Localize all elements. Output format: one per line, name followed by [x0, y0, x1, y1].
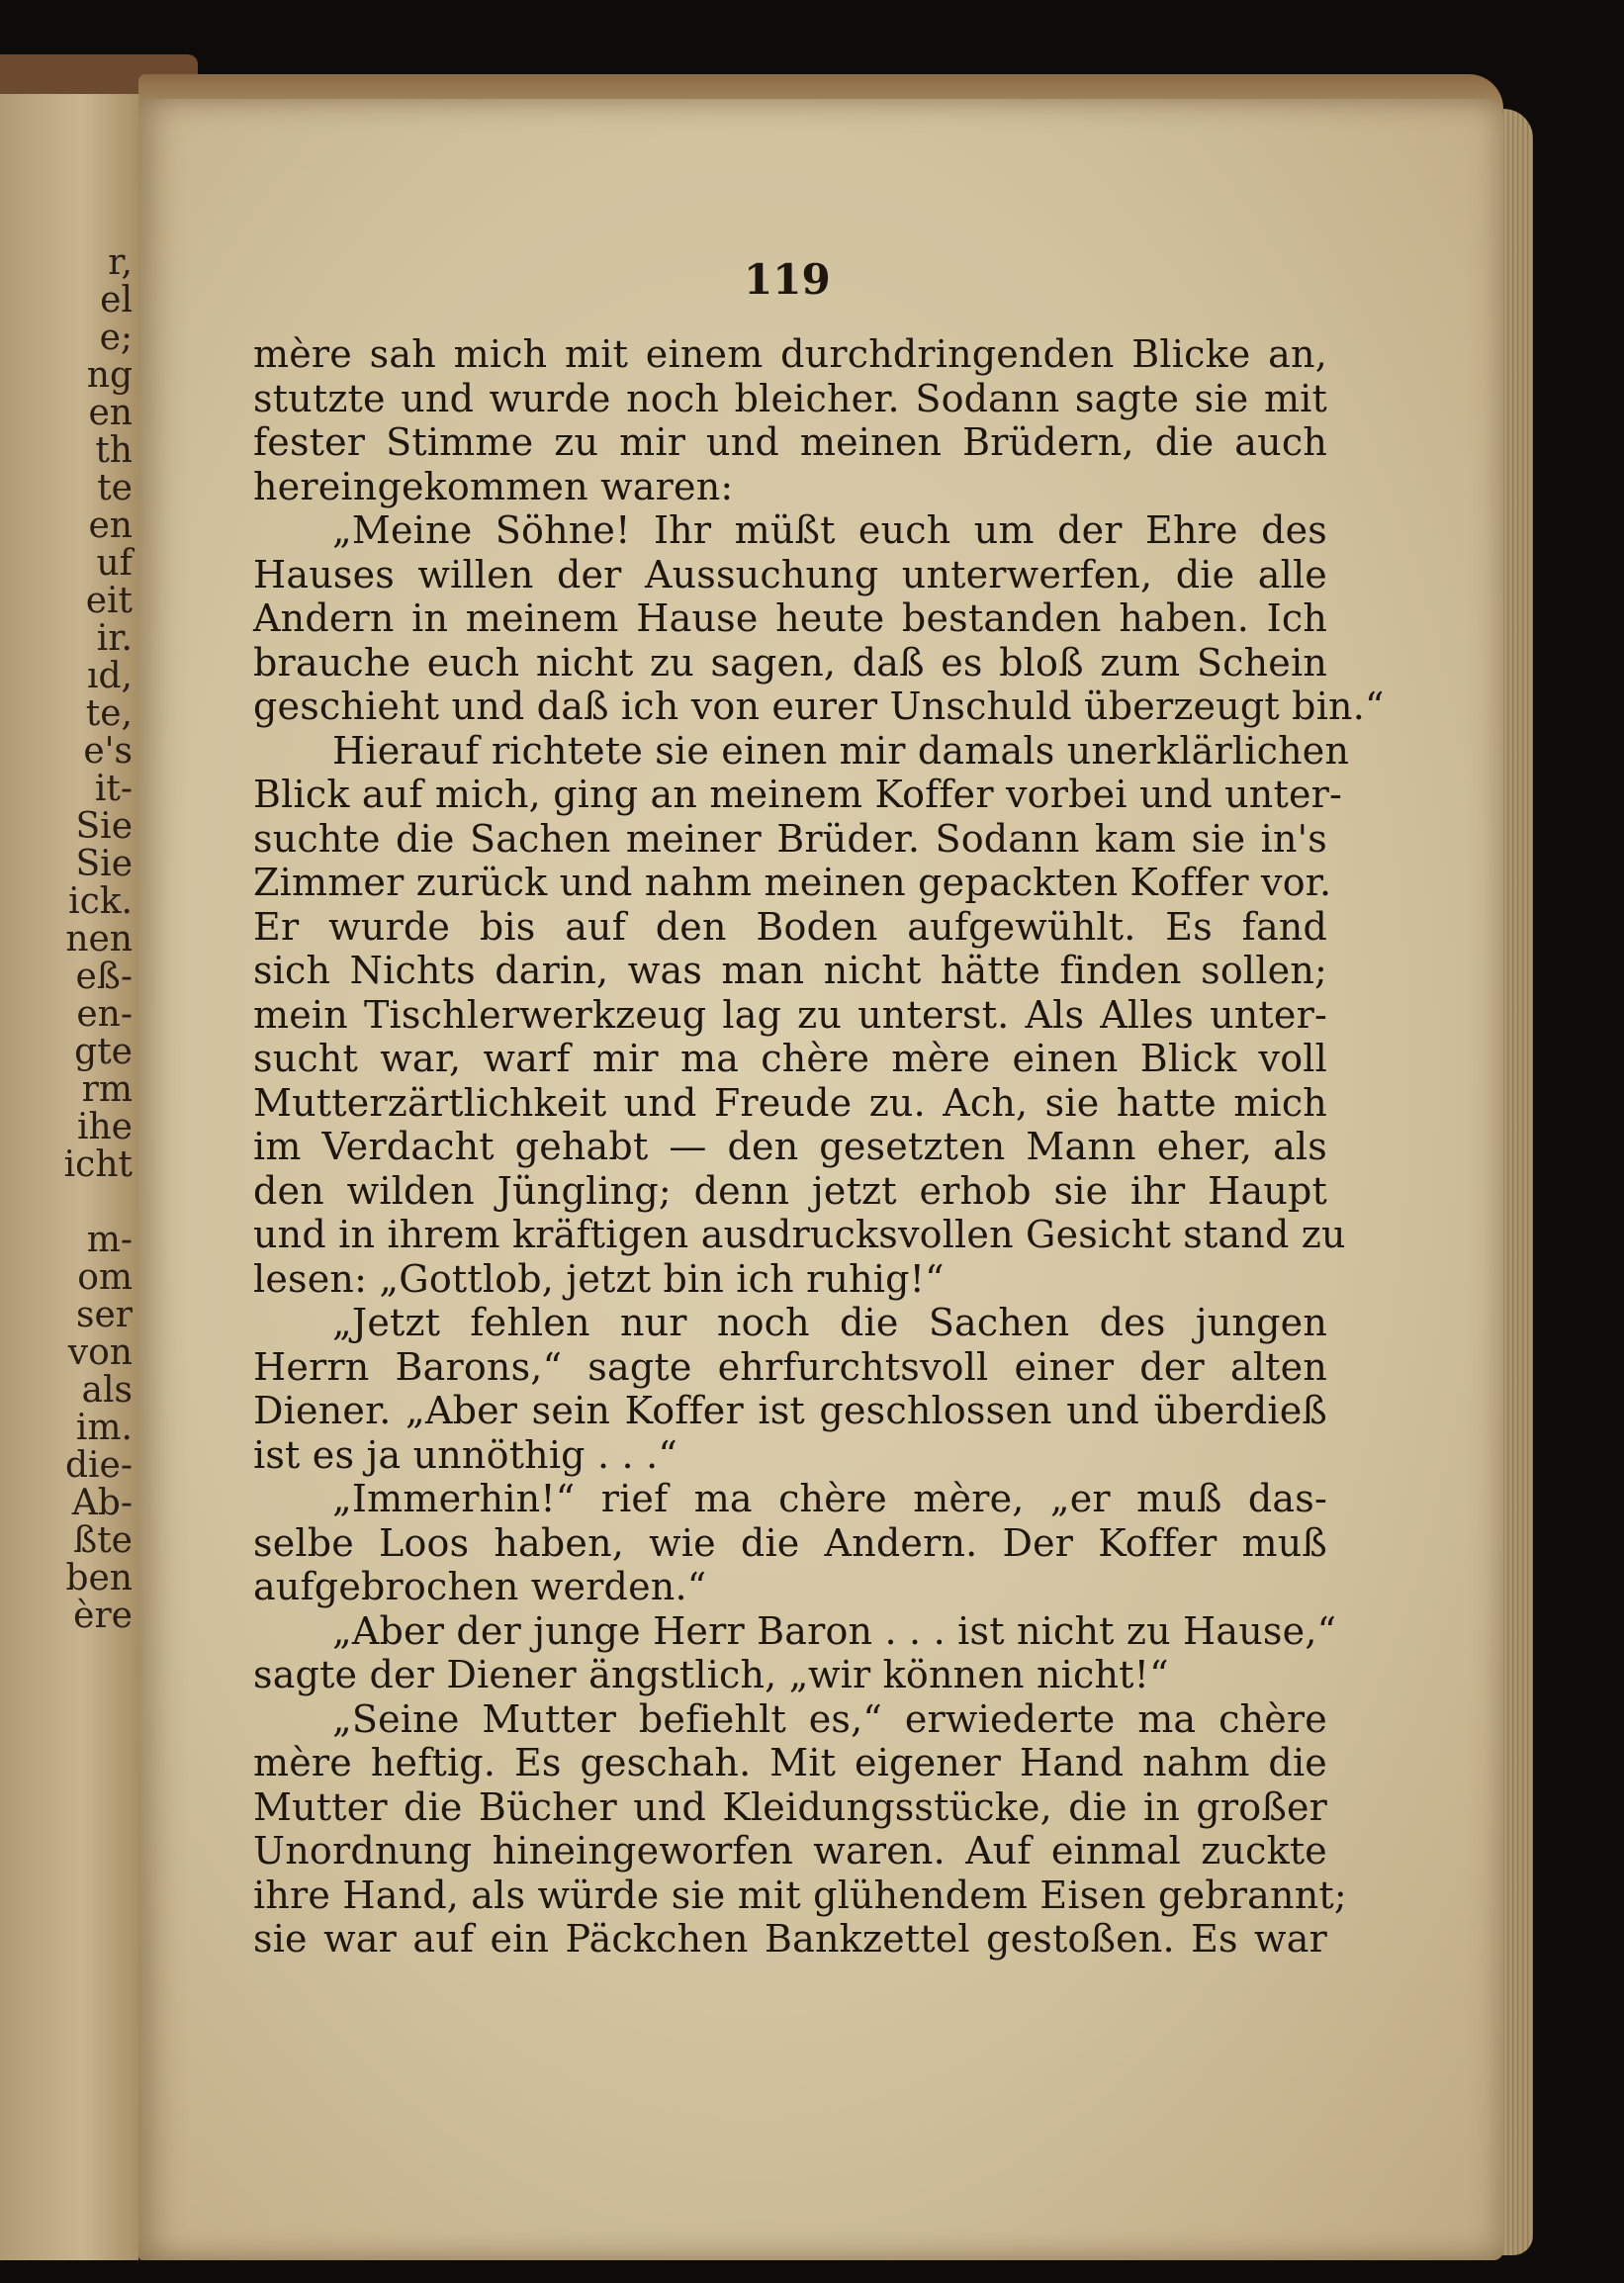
text-line: suchte die Sachen meiner Brüder. Sodann kam sie in's — [253, 816, 1327, 861]
left-page-text-fragment: gte — [74, 1032, 133, 1072]
left-page-text-fragment: ng — [86, 355, 133, 396]
text-line: „Aber der junge Herr Baron . . . ist nicht zu Hause,“ — [332, 1608, 1337, 1653]
left-page-text-fragment: eß- — [75, 957, 133, 997]
left-page-text-fragment: rm — [81, 1069, 133, 1110]
left-page-text-fragment: e's — [83, 731, 133, 772]
text-line: Hierauf richtete sie einen mir damals unerklärlichen — [332, 728, 1350, 773]
text-line: Unordnung hineingeworfen waren. Auf einmal zuckte — [253, 1829, 1327, 1872]
text-line: fester Stimme zu mir und meinen Brüdern, die auch — [253, 420, 1327, 464]
left-page-text-fragment: ick. — [68, 881, 133, 922]
text-line: Er wurde bis auf den Boden aufgewühlt. Es fand — [253, 904, 1327, 949]
left-page-text-fragment: en- — [76, 994, 133, 1035]
text-line: den wilden Jüngling; denn jetzt erhob sie ihr Haupt — [253, 1168, 1327, 1213]
left-page-text-fragment: it- — [94, 769, 133, 809]
left-page-text-fragment: im. — [75, 1408, 133, 1448]
text-line: Zimmer zurück und nahm meinen gepackten Koffer vor. — [253, 861, 1332, 904]
left-page-text-fragment: ser — [76, 1295, 133, 1335]
text-line: geschieht und daß ich von eurer Unschuld überzeugt bin.“ — [253, 685, 1385, 728]
text-line: mère sah mich mit einem durchdringenden Blicke an, — [253, 332, 1327, 376]
left-page-text-fragment: en — [88, 393, 133, 433]
left-page-text-fragment: te, — [85, 693, 133, 734]
text-line: ihre Hand, als würde sie mit glühendem Eisen gebrannt; — [253, 1872, 1347, 1917]
left-page-text-fragment: nen — [65, 919, 133, 959]
text-line: mère heftig. Es geschah. Mit eigener Hand nahm die — [253, 1741, 1327, 1784]
text-line: „Immerhin!“ rief ma chère mère, „er muß das- — [332, 1477, 1327, 1520]
left-page-text-fragment: Ab- — [71, 1483, 133, 1523]
text-line: sich Nichts darin, was man nicht hätte finden sollen; — [253, 949, 1327, 992]
text-line: im Verdacht gehabt — den gesetzten Mann eher, als — [253, 1125, 1327, 1168]
left-page-text-fragment: m- — [86, 1220, 133, 1260]
left-page-text-fragment: ihe — [76, 1107, 133, 1147]
left-page-text-fragment: die- — [64, 1445, 133, 1486]
left-page-text-fragment: e; — [99, 318, 133, 358]
left-page-text-fragment: ßte — [73, 1520, 133, 1561]
left-page-text-fragment: als — [81, 1370, 133, 1411]
left-page-text-fragment: eit — [85, 581, 133, 621]
text-line: brauche euch nicht zu sagen, daß es bloß zum Schein — [253, 640, 1327, 685]
left-page-text-fragment: ıd, — [86, 656, 133, 696]
text-line: selbe Loos haben, wie die Andern. Der Koffer muß — [253, 1520, 1327, 1565]
left-page-text-fragment: icht — [63, 1144, 133, 1185]
text-line: Hauses willen der Aussuchung unterwerfen, die alle — [253, 552, 1327, 596]
text-line: Andern in meinem Hause heute bestanden haben. Ich — [253, 596, 1327, 640]
text-line: Mutterzärtlichkeit und Freude zu. Ach, sie hatte mich — [253, 1080, 1327, 1125]
left-page-text-fragment: th — [95, 430, 133, 471]
left-page-text-fragment: om — [77, 1257, 133, 1298]
left-page-text-fragment: el — [100, 280, 133, 320]
page-text — [253, 332, 1385, 1962]
left-page-text-fragment: Sie — [75, 844, 133, 884]
text-line: und in ihrem kräftigen ausdrucksvollen Gesicht stand zu — [253, 1213, 1346, 1256]
text-line: hereingekommen waren: — [253, 464, 734, 508]
text-line: sie war auf ein Päckchen Bankzettel gestoßen. Es war — [253, 1917, 1327, 1961]
text-line: ist es ja unnöthig . . .“ — [253, 1432, 678, 1477]
left-page-text-fragment: r, — [108, 242, 133, 283]
text-line: Blick auf mich, ging an meinem Koffer vorbei und unter- — [253, 773, 1343, 816]
text-line: lesen: „Gottlob, jetzt bin ich ruhig!“ — [253, 1256, 945, 1301]
page-number: 119 — [744, 255, 831, 304]
text-line: aufgebrochen werden.“ — [253, 1565, 707, 1608]
left-page-text-fragment: ir. — [96, 618, 133, 659]
left-page-text-fragment: ben — [65, 1558, 133, 1598]
text-line: sucht war, warf mir ma chère mère einen Blick voll — [253, 1037, 1327, 1080]
text-line: „Meine Söhne! Ihr müßt euch um der Ehre des — [332, 508, 1327, 552]
text-line: mein Tischlerwerkzeug lag zu unterst. Als Alles unter- — [253, 992, 1327, 1037]
text-line: „Jetzt fehlen nur noch die Sachen des jungen — [332, 1301, 1327, 1344]
left-page-text-fragment: ère — [73, 1596, 133, 1636]
left-page-text-fragment: te — [97, 468, 133, 508]
text-line: stutzte und wurde noch bleicher. Sodann sagte sie mit — [253, 376, 1327, 420]
left-page-text-fragment: von — [67, 1332, 133, 1373]
left-page-text-fragment: en — [88, 505, 133, 546]
text-line: Diener. „Aber sein Koffer ist geschlossen und überdieß — [253, 1389, 1327, 1432]
left-page-text-fragment: uf — [96, 543, 133, 584]
text-line: Herrn Barons,“ sagte ehrfurchtsvoll einer der alten — [253, 1344, 1327, 1389]
text-line: sagte der Diener ängstlich, „wir können nicht!“ — [253, 1653, 1169, 1696]
text-line: Mutter die Bücher und Kleidungsstücke, die in großer — [253, 1784, 1327, 1829]
text-line: „Seine Mutter befiehlt es,“ erwiederte ma chère — [332, 1696, 1327, 1741]
left-page-fragment — [0, 94, 138, 2260]
left-page-text-fragment: Sie — [75, 806, 133, 847]
